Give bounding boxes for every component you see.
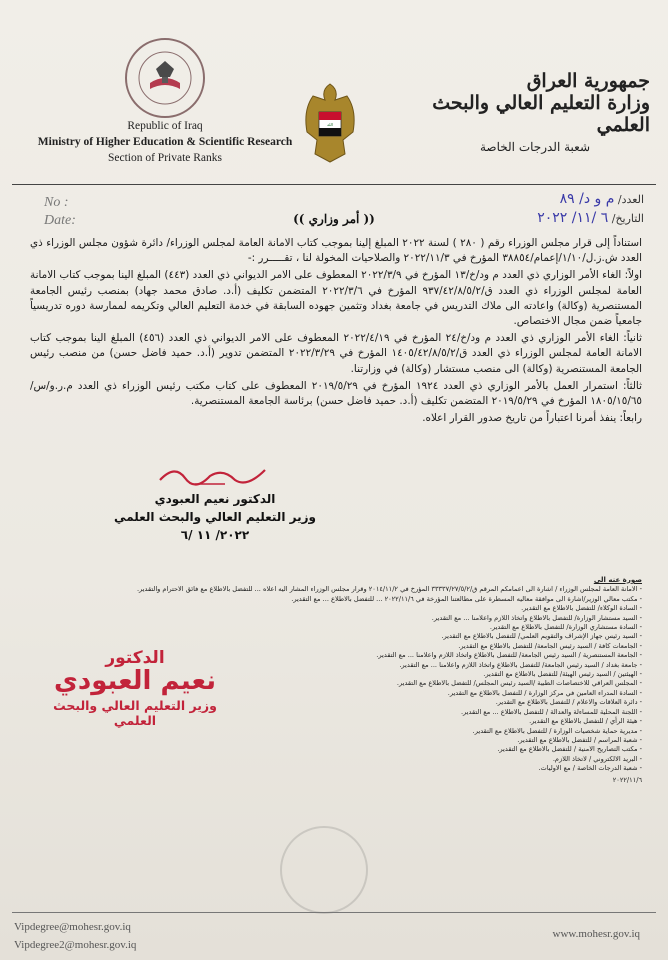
copies-item: - الجامعات كافة / السيد رئيس الجامعة/ للتفضل بالاطلاع مع التقدير.	[458, 641, 642, 650]
copies-item: - المجلس العراقي للاختصاصات الطبية /السيد رئيس المجلس/ للتفضل بالاطلاع مع التقدير.	[396, 679, 642, 688]
stamp-line1: الدكتور	[105, 648, 165, 668]
number-value: م و د/ ٨٩	[559, 191, 615, 207]
body-paragraph-fourth: رابعاً: ينفذ أمرنا اعتباراً من تاريخ صدور القرار اعلاه.	[422, 412, 642, 425]
footer-email-1[interactable]: Vipdegree@mohesr.gov.iq	[14, 921, 131, 933]
copies-item: - مديرية حماية شخصيات الوزارة / للتفضل بالاطلاع مع التقدير.	[472, 726, 642, 735]
handwritten-signature	[110, 458, 320, 492]
copies-item: - شعبة الدرجات الخاصة / مع الاوليات.	[538, 764, 642, 773]
copies-item: - السادة الوكلاء/ للتفضل بالاطلاع مع التقدير.	[521, 604, 642, 613]
copies-item: - مكتب التصاريح الامنية / للتفضل بالاطلاع مع التقدير.	[497, 745, 642, 754]
signature-block	[110, 458, 320, 542]
copies-item: - دائرة العلاقات والاعلام / للتفضل بالاطلاع مع التقدير.	[495, 698, 642, 707]
english-letterhead	[20, 118, 310, 166]
signatory-name: الدكتور نعيم العبودي	[154, 492, 276, 506]
body-paragraph-preamble: استناداً إلى قرار مجلس الوزراء رقم ( ٢٨٠ ) لسنة ٢٠٢٢ المبلغ إلينا بموجب كتاب الامانة العامة لمجلس الوزراء/ دائرة شؤون مجلس الوزراء ذي العدد ش.ز.ل/١/١٠/إعمام/٣٨٨٥٤ المؤرخ في ٢٠٢٢/١١/٣ والصلاحيات المخولة لنا ، تقـــــرر :-	[30, 237, 642, 265]
number-label-ar: العدد/	[617, 193, 644, 206]
footer-email-2[interactable]: Vipdegree2@mohesr.gov.iq	[14, 939, 137, 951]
footer-website[interactable]: www.mohesr.gov.iq	[552, 928, 640, 940]
copies-item: - شعبة المراسم / للتفضل بالاطلاع مع التقدير.	[517, 735, 642, 744]
header-section: Section of Private Ranks	[107, 152, 223, 164]
red-signature-stamp	[40, 648, 230, 728]
svg-text:الله: الله	[327, 122, 333, 127]
footer-divider	[12, 912, 656, 913]
copies-heading: صورة عنه الى	[593, 576, 642, 584]
copies-item: - الجامعة المستنصرية / السيد رئيس الجامعة/ للتفضل بالاطلاع واتخاذ اللازم واعلامنا ... مع التقدير.	[376, 651, 642, 660]
header-section-ar: شعبة الدرجات الخاصة	[480, 140, 590, 154]
date-value: ٦ /١١/ ٢٠٢٢	[537, 210, 609, 226]
stamp-line2: نعيم العبودي	[54, 666, 216, 696]
copies-item: - الهيئتين / السيد رئيس الهيئة/ للتفضل بالاطلاع مع التقدير.	[483, 670, 642, 679]
body-paragraph-third: ثالثاً: استمرار العمل بالأمر الوزاري ذي العدد ١٩٢٤ المؤرخ في ٢٠١٩/٥/٢٩ المعطوف على كتاب مكتب رئيس الوزراء ذي العدد م.ر.و/س/١٨٠٥/١٥/٦٥ المؤرخ في ٢٠١٩/٥/٢٩ المتضمن تكليف (أ.د. حميد فاضل حسن) برئاسة الجامعة المستنصرية.	[30, 379, 642, 408]
signature-date: ٢٠٢٢/ ١١ /٦	[180, 528, 250, 542]
header-divider	[12, 184, 656, 185]
logo-circle	[125, 38, 205, 118]
faded-seal-watermark	[280, 826, 368, 914]
header-republic: Republic of Iraq	[127, 120, 203, 132]
arabic-letterhead	[420, 70, 650, 154]
copies-item: - السادة مستشاري الوزارة/ للتفضل بالاطلاع مع التقدير.	[489, 623, 642, 632]
footer-emails	[14, 918, 136, 954]
date-label-ar: التاريخ/	[611, 212, 644, 225]
order-title: (( أمر وزاري ))	[293, 212, 375, 226]
copies-item: - السادة المدراء العامين في مركز الوزارة / للتفضل بالاطلاع مع التقدير.	[447, 688, 642, 697]
copies-item: - السيد مستشار الوزارة/ للتفضل بالاطلاع واتخاذ اللازم واعلامنا ... مع التقدير.	[431, 613, 642, 622]
copies-item: - مكتب معالي الوزير/اشارة الى موافقة معاليه المسطرة على مطالعتنا المؤرخة في ٢٠٢٢/١١/٦ ... للتفضل بالاطلاع ... مع التقدير.	[291, 594, 642, 603]
no-label: No :	[44, 195, 69, 210]
order-body	[30, 236, 642, 428]
copies-date: ٢٠٢٢/١١/٦	[612, 775, 642, 784]
date-label: Date:	[44, 213, 76, 228]
header-ministry-ar: وزارة التعليم العالي والبحث العلمي	[432, 92, 650, 136]
header-republic-ar: جمهورية العراق	[526, 70, 650, 92]
copies-item: - جامعة بغداد / السيد رئيس الجامعة/ للتفضل بالاطلاع واتخاذ اللازم واعلامنا ... مع التقدير.	[399, 660, 642, 669]
copies-item: - اللجنة المحلية للمساءلة والعدالة / للتفضل بالاطلاع ... مع التقدير.	[460, 707, 642, 716]
copies-item: - البريد الالكتروني / لاتخاذ اللازم.	[552, 754, 642, 763]
body-paragraph-second: ثانياً: الغاء الأمر الوزاري ذي العدد م ود/خ/٢٤ المؤرخ في ٢٠٢٢/٤/١٩ المعطوف على الامر الديواني ذي العدد (٤٥٦) المبلغ الينا بموجب كتاب الامانة العامة لمجلس الوزراء ذي العدد ق/١٤٠٥/٤٢/٨/٥/٢ المؤرخ في ٢٠٢٢/٣/٢٩ المتضمن تدوير (أ.د. حميد فاضل حسن) من منصب رئيس الجامعة المستنصرية (وكالة) الى منصب مستشار (وكالة) في وزارتنا.	[30, 332, 643, 375]
copies-item: - السيد رئيس جهاز الإشراف والتقويم العلمي/ للتفضل بالاطلاع مع التقدير.	[441, 632, 642, 641]
header-ministry: Ministry of Higher Education & Scientific Research	[37, 136, 293, 148]
stamp-line3: وزير التعليم العالي والبحث العلمي	[53, 698, 217, 728]
body-paragraph-first: اولاً: الغاء الأمر الوزاري ذي العدد م ود/خ/١٣ المؤرخ في ٢٠٢٢/٣/٩ المعطوف على الامر الديواني ذي العدد (٤٤٣) المبلغ الينا بموجب كتاب الامانة العامة لمجلس الوزراء ذي العدد ق/٩٣٧/٤٢/٨/٥/٢ المؤرخ في ٢٠٢٢/٣/٦ المتضمن تكليف (أ.د. صادق محمد جهاد) بمنصب رئيس الجامعة المستنصرية (وكالة) واعادته الى ملاك التدريس في جامعة بغداد وتثمين جهوده السابقة في خدمة التعليم العالي وتكريمه لممارسة دوره تدريسياً جامعياً ضمن مجال الاختصاص.	[30, 269, 642, 328]
logo-book-icon	[136, 49, 194, 107]
signatory-title: وزير التعليم العالي والبحث العلمي	[114, 510, 316, 524]
copies-item: - هيئة الرأي / للتفضل بالاطلاع مع التقدير.	[529, 717, 642, 726]
ministry-logo	[110, 38, 220, 118]
copies-item: - الامانة العامة لمجلس الوزراء / اشارة الى اعمامكم المرقم ق/٣٣٣٣٧/٢٧/٥/٢ المؤرخ في ٢٠١٤/١١/٢ وقرار مجلس الوزراء المشار اليه اعلاه ... للتفضل بالاطلاع مع فائق الاحترام والتقدير.	[136, 585, 642, 594]
